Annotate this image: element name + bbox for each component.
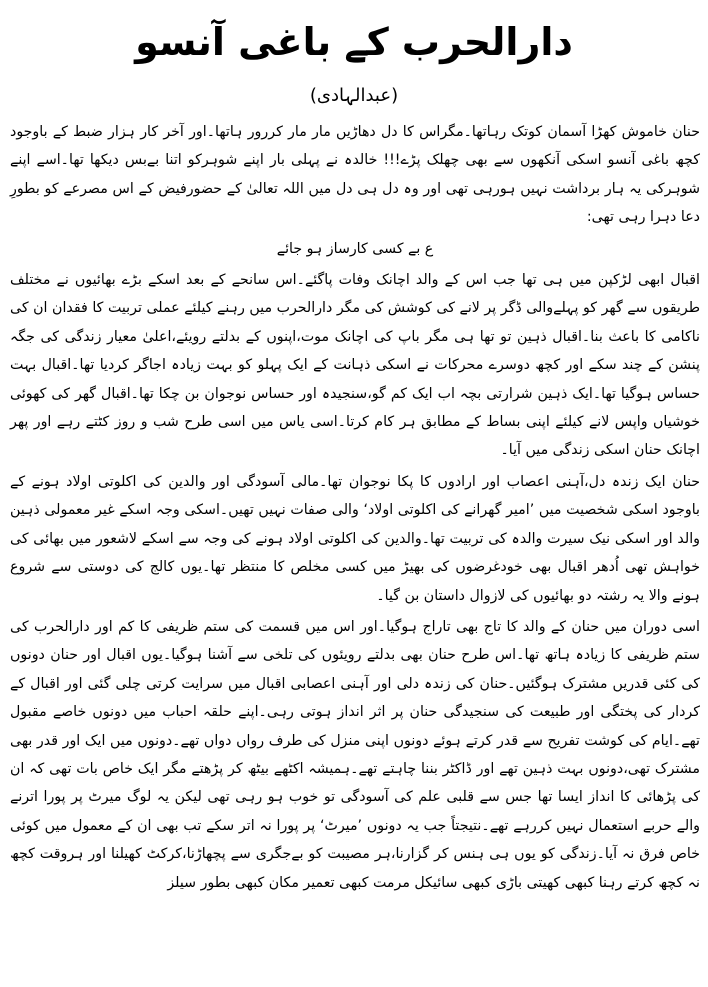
article-body (10, 118, 700, 900)
paragraph: اسی دوران میں حنان کے والد کا تاج بھی تاراج ہوگیا۔اور اس میں قسمت کی ستم ظریفی کا کم اور دارالحرب کی ستم ظریفی کا زیادہ ہاتھ تھا۔اس طرح حنان بھی بدلتے رویئوں کی تلخی سے آشنا ہوگیا۔یوں اقبال اور حنان دونوں کی کئی قدریں مشترک ہوگئیں۔حنان کی زندہ دلی اور آہنی اعصابی اقبال میں سرایت کرتی چلی گئی اور اقبال کے کردار کی پختگی اور طبیعت کی سنجیدگی حنان پر اثر انداز ہوتی رہی۔اپنے حلقہ احباب میں دونوں خاصے مقبول تھے۔ایام کی کوشت تفریح سے قدر کرتے ہوئے دونوں اپنی منزل کی طرف رواں دواں تھے۔دونوں میں ایک اور قدر بھی مشترک تھی،دونوں بہت ذہین تھے اور ڈاکٹر بننا چاہتے تھے۔ہمیشہ اکٹھے بیٹھ کر پڑھتے مگر ایک خاص بات تھی کہ ان کی پڑھائی کا انداز ایسا تھا جس سے قلبی علم کی آسودگی تو خوب ہو رہی تھی لیکن یہ لوگ میرٹ پر پورا اترنے والے حربے استعمال نہیں کررہے تھے۔نتیجتاً جب یہ دونوں ’میرٹ‘ پر پورا نہ اتر سکے تب بھی ان کے معمول میں کوئی خاص فرق نہ آیا۔زندگی کو یوں ہی ہنس کر گزارنا،ہر مصیبت کو بےجگری سے پچھاڑنا،کرکٹ کھیلنا اور ہروقت کچھ نہ کچھ کرتے رہنا کبھی کھیتی باڑی کبھی سائیکل مرمت کبھی تعمیر مکان کبھی بطور سیلز (10, 618, 700, 891)
paragraph: اقبال ابھی لڑکپن میں ہی تھا جب اس کے والد اچانک وفات پاگئے۔اس سانحے کے بعد اسکے بڑے بھائیوں نے مختلف طریقوں سے گھر کو پہلےوالی ڈگر پر لانے کی کوشش کی مگر دارالحرب میں رہنے کیلئے عملی تربیت کا فقدان ان کی ناکامی کا باعث بنا۔اقبال ذہین تو تھا ہی مگر باپ کی اچانک موت،اپنوں کے بدلتے رویئے،اعلیٰ معیار زندگی کی جگہ پنشن کے چند سکے اور کچھ دوسرے محرکات نے اسکی ذہانت کے ایک پہلو کو بہت زیادہ اجاگر کردیا تھا۔اقبال بہت حساس ہوگیا تھا۔ایک ذہین شرارتی بچہ اب ایک کم گو،سنجیدہ اور حساس نوجوان بن چکا تھا۔اقبال گھر کی کھوئی خوشیاں واپس لانے کیلئے اپنی بساط کے مطابق ہر کام کرتا۔اسی یاس میں اسی طرح شب و روز کٹتے رہے اور پھر اچانک حنان اسکی زندگی میں آیا۔ (10, 272, 700, 459)
article-title: دارالحرب کے باغی آنسو (135, 20, 573, 64)
paragraph: حنان ایک زندہ دل،آہنی اعصاب اور ارادوں کا پکا نوجوان تھا۔مالی آسودگی اور والدین کی اکلوتی اولاد ہونے کے باوجود اسکی شخصیت میں ’امیر گھرانے کی اکلوتی اولاد‘ والی صفات نہیں تھیں۔اسکی وجہ اسکے غیر معمولی ذہین والد اور اسکی نیک سیرت والدہ کی تربیت تھا۔والدین کی اکلوتی اولاد ہونے کی وجہ سے اسکے لاشعور میں بھائی کی خواہش تھی اُدھر اقبال بھی خودغرضوں کی بھیڑ میں کسی مخلص کا منتظر تھا۔یوں کالج کی دوستی سے شروع ہونے والا یہ رشتہ دو بھائیوں کی لازوال داستان بن گیا۔ (10, 473, 700, 604)
verse-line: ع بے کسی کارساز ہو جائے (276, 240, 434, 257)
author-name: (عبدالہادی) (309, 85, 399, 106)
paragraph: حنان خاموش کھڑا آسمان کوتک رہاتھا۔مگراس کا دل دھاڑیں مار مار کررور ہاتھا۔اور آخر کار ہزار ضبط کے باوجود کچھ باغی آنسو اسکی آنکھوں سے بھی چھلک پڑے!!! خالدہ نے پہلی بار اپنے شوہرکو اتنا بےبس دیکھا تھا۔اسے اپنے شوہرکی یہ ہار برداشت نہیں ہورہی تھی اور وہ دل ہی دل میں اللہ تعالیٰ کے حضورفیض کے اس مصرعے کو بطورِ دعا دہرا رہی تھی: (10, 124, 700, 226)
